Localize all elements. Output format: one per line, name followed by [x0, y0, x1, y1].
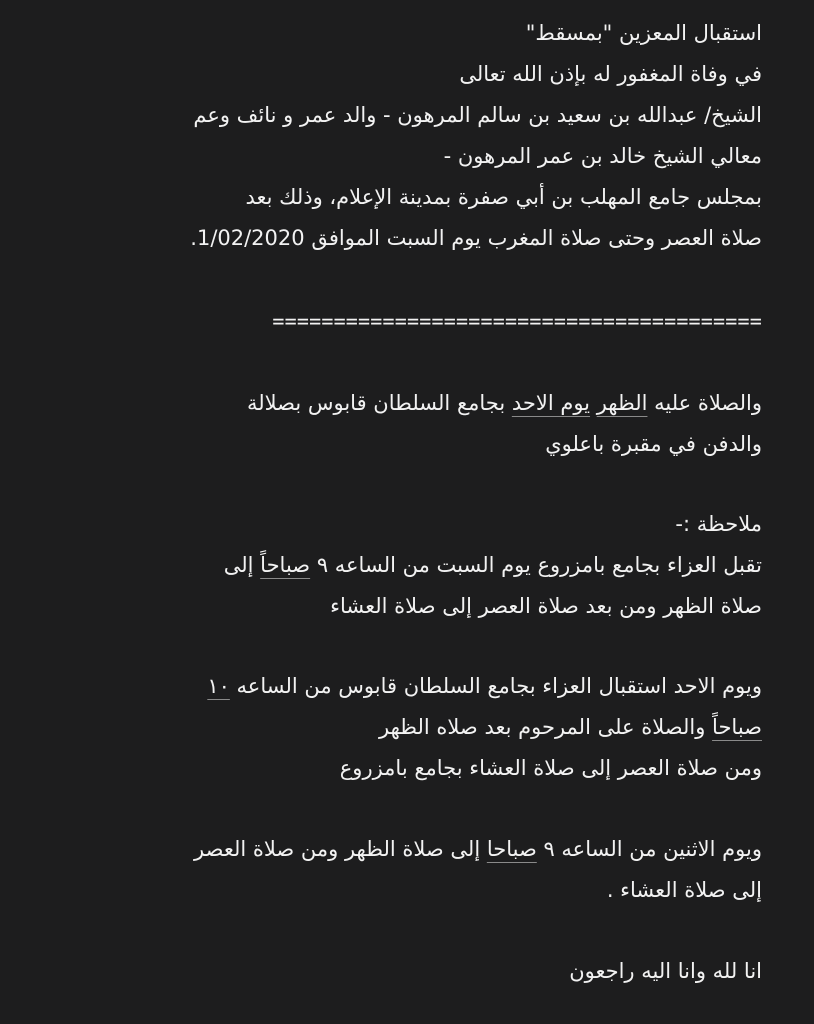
morning-link-2[interactable]: صباحاً [712, 715, 762, 739]
burial-line: والدفن في مقبرة باعلوي [545, 432, 762, 456]
prayer-space [590, 391, 597, 415]
header-line-2: في وفاة المغفور له بإذن الله تعالى [459, 62, 762, 86]
remark-title: ملاحظة :- [675, 512, 762, 536]
morning-link-1[interactable]: صباحاً [260, 553, 311, 577]
ten-oclock-link[interactable]: ١٠ [207, 674, 230, 698]
remark-line-2: صلاة الظهر ومن بعد صلاة العصر إلى صلاة العشاء [330, 594, 762, 618]
header-line-4: معالي الشيخ خالد بن عمر المرهون - [443, 144, 762, 168]
header-line-1: استقبال المعزين "بمسقط" [525, 21, 762, 45]
sunday-text-1: ويوم الاحد استقبال العزاء بجامع السلطان قابوس من الساعه [229, 674, 762, 698]
monday-line-2: إلى صلاة العشاء . [606, 878, 762, 902]
separator-line: ======================================== [272, 309, 762, 333]
monday-line-1 [40, 830, 762, 868]
monday-text-1: ويوم الاثنين من الساعه ٩ [536, 837, 762, 861]
sunday-text-2: والصلاة على المرحوم بعد صلاه الظهر [379, 715, 713, 739]
sunday-line-3: ومن صلاة العصر إلى صلاة العشاء بجامع بامزروع [339, 756, 762, 780]
prayer-text-2: بجامع السلطان قابوس بصلالة [246, 391, 512, 415]
sunday-line-1 [40, 667, 762, 705]
closing-line: انا لله وانا اليه راجعون [569, 959, 762, 983]
remark-line-1 [40, 546, 762, 584]
header-line-5: بمجلس جامع المهلب بن أبي صفرة بمدينة الإعلام، وذلك بعد [245, 185, 762, 209]
header-line-3: الشيخ/ عبدالله بن سعيد بن سالم المرهون - والد عمر و نائف وعم [193, 103, 762, 127]
dhuhr-link[interactable]: الظهر [596, 391, 648, 415]
sunday-line-2 [40, 708, 762, 746]
monday-text-2: إلى صلاة الظهر ومن صلاة العصر [194, 837, 487, 861]
prayer-line-1 [40, 384, 762, 422]
morning-link-3[interactable]: صباحا [486, 837, 537, 861]
sunday-link[interactable]: يوم الاحد [511, 391, 591, 415]
remark-text-1: تقبل العزاء بجامع بامزروع يوم السبت من الساعه ٩ [310, 553, 762, 577]
prayer-text-1: والصلاة عليه [647, 391, 762, 415]
remark-text-2: إلى [223, 553, 261, 577]
header-line-6: صلاة العصر وحتى صلاة المغرب يوم السبت الموافق 1/02/2020. [190, 226, 762, 250]
